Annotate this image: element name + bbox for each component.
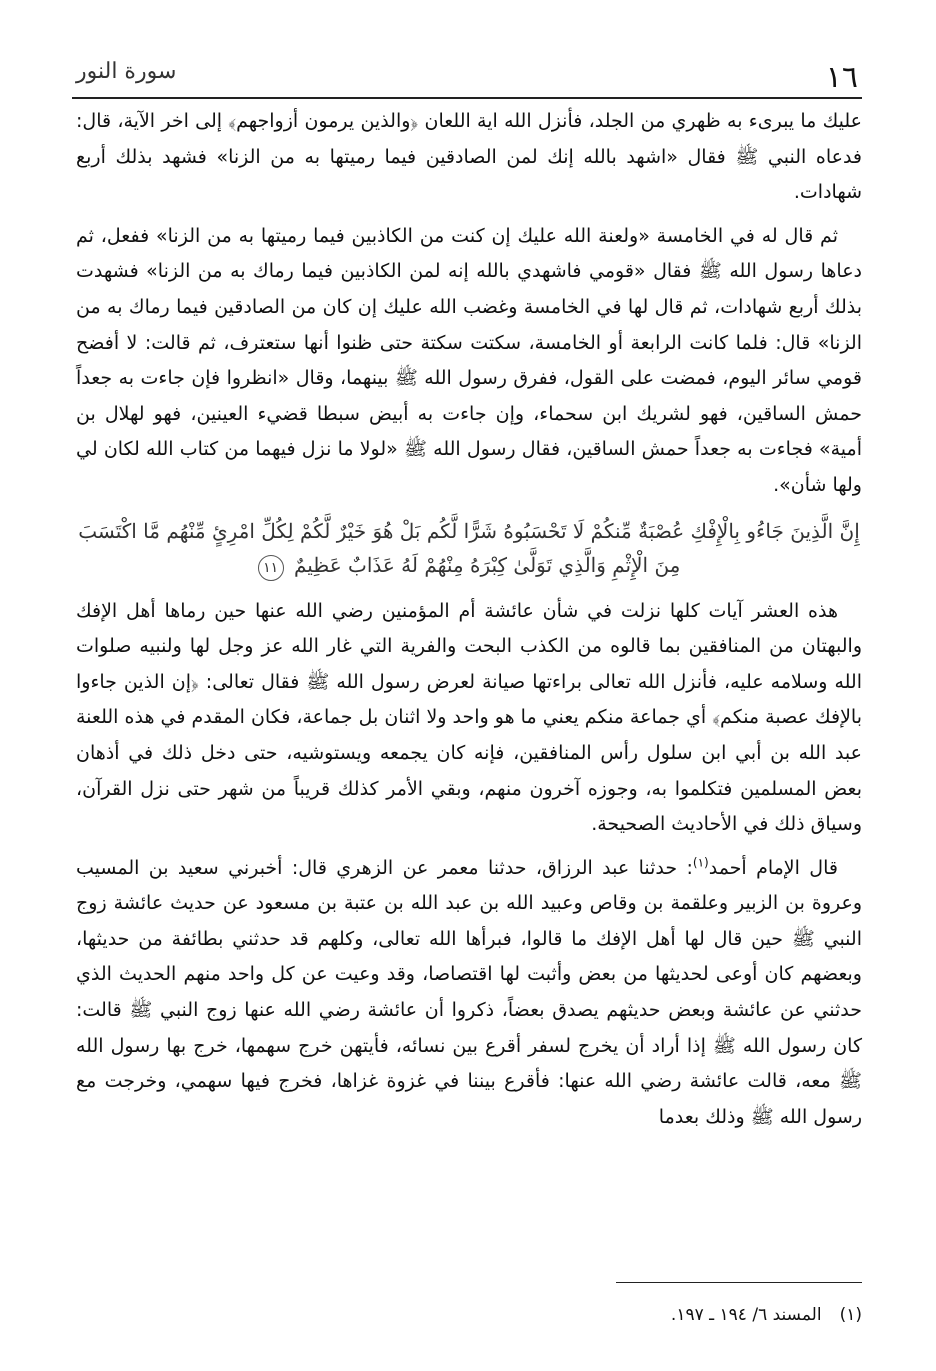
verse-text: إِنَّ الَّذِينَ جَاءُو بِالْإِفْكِ عُصْبَةٌ مِّنكُمْ لَا تَحْسَبُوهُ شَرًّا لَّكُم بَلْ هُوَ خَيْرٌ لَّكُمْ لِكُلِّ امْرِئٍ مِّنْهُم مَّا اكْتَسَبَ مِنَ الْإِثْمِ وَالَّذِي تَوَلَّىٰ كِبْرَهُ مِنْهُمْ لَهُ عَذَابٌ عَظِيمٌ bbox=[78, 518, 860, 577]
surah-title: سورة النور bbox=[76, 59, 177, 84]
paragraph-text: قال الإمام أحمد bbox=[708, 856, 838, 879]
footnote-reference: (١) bbox=[692, 855, 709, 870]
page-number: ١٦ bbox=[825, 60, 858, 95]
paragraph: ثم قال له في الخامسة «ولعنة الله عليك إن كنت من الكاذبين فيما رميتها به من الزنا» ففعل، ثم دعاها رسول الله ﷺ فقال «قومي فاشهدي بالله إنه لمن الكاذبين فيما رماك به من الزنا» فشهدت بذلك أربع شهادات، ثم قال لها في الخامسة وغضب الله عليك إن كان من الصادقين فيما رماك به من الزنا» قال: فلما كانت الرابعة أو الخامسة، سكتت سكتة حتى ظنوا أنها ستعترف، ثم قالت: لا أفضح قومي سائر اليوم، فمضت على القول، ففرق رسول الله ﷺ بينهما، وقال «انظروا فإن جاءت به جعداً حمش الساقين، فهو لشريك ابن سحماء، وإن جاءت به أبيض سبطا قضيء العينين، فهو لهلال بن أمية» فجاءت به جعداً حمش الساقين، فقال رسول الله ﷺ «لولا ما نزل فيهما من كتاب الله لكان لي ولها شأن». bbox=[76, 224, 862, 496]
footnote-text: المسند ٦/ ١٩٤ ـ ١٩٧. bbox=[670, 1305, 822, 1325]
page-header bbox=[72, 55, 862, 99]
paragraph: هذه العشر آيات كلها نزلت في شأن عائشة أم المؤمنين رضي الله عنها حين رماها أهل الإفك والبهتان من المنافقين بما قالوه من الكذب البحت والفرية التي غار الله عز وجل لها ولنبيه صلوات الله وسلامه عليه، فأنزل الله تعالى براءتها صيانة لعرض رسول الله ﷺ فقال تعالى: ﴿إن الذين جاءوا بالإفك عصبة منكم﴾ أي جماعة منكم يعني ما هو واحد ولا اثنان بل جماعة، فكان المقدم في هذه اللعنة عبد الله بن أبي ابن سلول رأس المنافقين، فإنه كان يجمعه ويستوشيه، حتى دخل ذلك في أذهان بعض المسلمين فتكلموا به، وجوزه آخرون منهم، وبقي الأمر كذلك قريباً من شهر حتى نزل القرآن، وسياق ذلك في الأحاديث الصحيحة. bbox=[76, 599, 862, 836]
body-text bbox=[76, 104, 862, 1135]
footnote bbox=[76, 1300, 862, 1330]
quran-verse bbox=[76, 514, 862, 582]
verse-number-marker: ١١ bbox=[258, 555, 284, 581]
paragraph-text: : حدثنا عبد الرزاق، حدثنا معمر عن الزهري قال: أخبرني سعيد بن المسيب وعروة بن الزبير وعلقمة بن وقاص وعبيد الله بن عبد الله بن عتبة بن مسعود عن حديث عائشة زوج النبي ﷺ حين قال لها أهل الإفك ما قالوا، فبرأها الله تعالى، وكلهم قد حدثني بطائفة من حديثها، وبعضهم كان أوعى لحديثها من بعض وأثبت لها اقتصاصا، وقد وعيت عن كل واحد منهم الحديث الذي حدثني عن عائشة وبعض حديثهم يصدق بعضاً، ذكروا أن عائشة رضي الله عنها زوج النبي ﷺ قالت: كان رسول الله ﷺ إذا أراد أن يخرج لسفر أقرع بين نسائه، فأيتهن خرج سهمها، خرج بها رسول الله ﷺ معه، قالت عائشة رضي الله عنها: فأقرع بيننا في غزوة غزاها، فخرج فيها سهمي، وخرجت مع رسول الله ﷺ وذلك بعدما bbox=[76, 856, 862, 1128]
footnote-divider bbox=[616, 1282, 862, 1283]
paragraph bbox=[76, 851, 862, 1136]
paragraph: عليك ما يبرىء به ظهري من الجلد، فأنزل الله اية اللعان ﴿والذين يرمون أزواجهم﴾ إلى اخر الآية، قال: فدعاه النبي ﷺ فقال «اشهد بالله إنك لمن الصادقين فيما رميتها به من الزنا» فشهد بذلك أربع شهادات. bbox=[76, 110, 862, 204]
footnote-number: (١) bbox=[839, 1305, 862, 1325]
